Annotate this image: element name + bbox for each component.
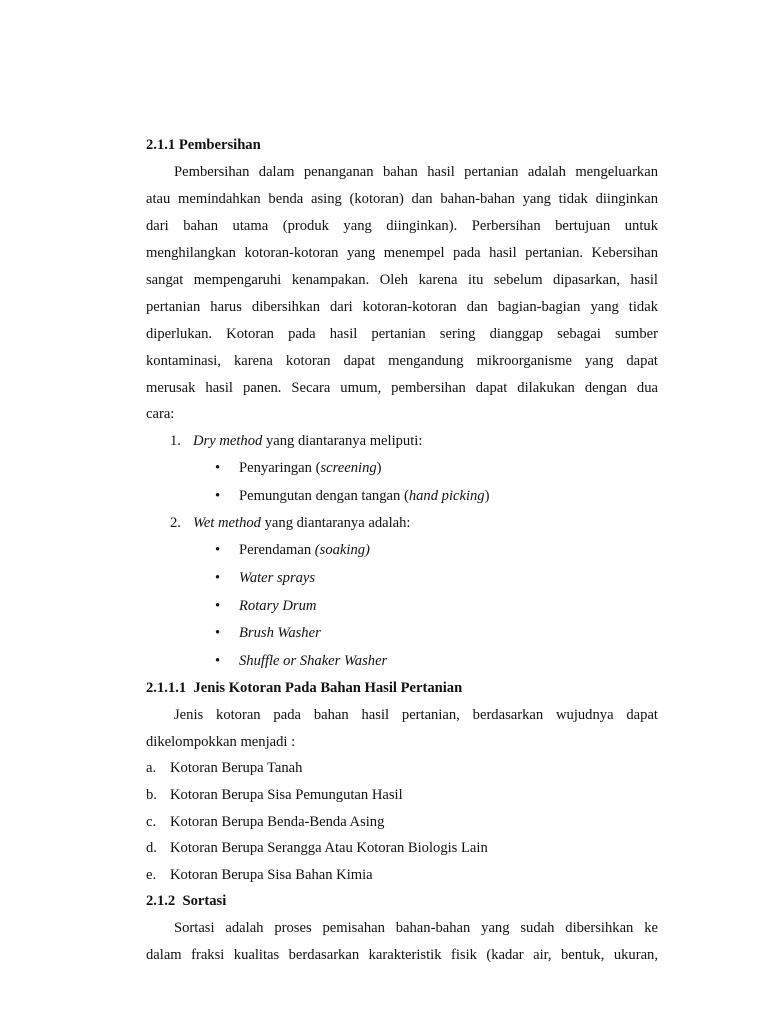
list-item: Kotoran Berupa Tanah: [170, 760, 303, 776]
method-item: [193, 514, 410, 532]
paragraph-line: kontaminasi, karena kotoran dapat mengandung mikroorganisme yang dapat: [146, 353, 658, 369]
bullet-item: Rotary Drum: [239, 598, 317, 614]
paragraph-line: dalam fraksi kualitas berdasarkan karakteristik fisik (kadar air, bentuk, ukuran,: [146, 947, 658, 963]
paragraph-line: atau memindahkan benda asing (kotoran) dan bahan-bahan yang tidak diinginkan: [146, 191, 658, 207]
bullet-item: Penyaringan (screening): [239, 460, 382, 476]
bullet-item: Perendaman (soaking): [239, 542, 370, 558]
method-name: Wet method: [193, 515, 261, 531]
paragraph-line: diperlukan. Kotoran pada hasil pertanian sering dianggap sebagai sumber: [146, 326, 658, 342]
paragraph-line: Pembersihan dalam penanganan bahan hasil pertanian adalah mengeluarkan: [174, 164, 658, 180]
paragraph-line: Sortasi adalah proses pemisahan bahan-bahan yang sudah dibersihkan ke: [174, 920, 658, 936]
bullet-icon: •: [215, 625, 221, 641]
list-item: Kotoran Berupa Benda-Benda Asing: [170, 814, 385, 830]
bullet-icon: •: [215, 653, 221, 669]
paragraph-line: Jenis kotoran pada bahan hasil pertanian, berdasarkan wujudnya dapat: [174, 707, 658, 723]
paragraph-line: menghilangkan kotoran-kotoran yang menempel pada hasil pertanian. Kebersihan: [146, 245, 658, 261]
method-name: Dry method: [193, 433, 263, 449]
paragraph-line: cara:: [146, 406, 175, 422]
heading-2-1-1-1: 2.1.1.1 Jenis Kotoran Pada Bahan Hasil Pertanian: [146, 680, 463, 696]
heading-2-1-1: 2.1.1 Pembersihan: [146, 137, 261, 153]
paragraph-line: merusak hasil panen. Secara umum, pembersihan dapat dilakukan dengan dua: [146, 380, 658, 396]
list-number: 2.: [170, 515, 181, 531]
bullet-icon: •: [215, 460, 221, 476]
method-item: [193, 432, 422, 450]
bullet-icon: •: [215, 488, 221, 504]
bullet-item: Brush Washer: [239, 625, 321, 641]
list-item: Kotoran Berupa Serangga Atau Kotoran Biologis Lain: [170, 840, 488, 856]
bullet-icon: •: [215, 542, 221, 558]
paragraph-line: dari bahan utama (produk yang diinginkan). Perbersihan bertujuan untuk: [146, 218, 658, 234]
bullet-item: Water sprays: [239, 570, 316, 586]
list-letter: a.: [146, 760, 157, 776]
list-item: Kotoran Berupa Sisa Pemungutan Hasil: [170, 787, 403, 803]
method-description: yang diantaranya adalah:: [260, 515, 411, 531]
paragraph-line: sangat mempengaruhi kenampakan. Oleh karena itu sebelum dipasarkan, hasil: [146, 272, 658, 288]
bullet-icon: •: [215, 570, 221, 586]
list-letter: e.: [146, 867, 157, 883]
list-letter: d.: [146, 840, 157, 856]
method-description: yang diantaranya meliputi:: [262, 433, 423, 449]
heading-2-1-2: 2.1.2 Sortasi: [146, 893, 227, 909]
bullet-icon: •: [215, 598, 221, 614]
list-letter: b.: [146, 787, 157, 803]
paragraph-line: pertanian harus dibersihkan dari kotoran-kotoran dan bagian-bagian yang tidak: [146, 299, 658, 315]
paragraph-line: dikelompokkan menjadi :: [146, 734, 296, 750]
list-letter: c.: [146, 814, 157, 830]
bullet-item: Pemungutan dengan tangan (hand picking): [239, 488, 490, 504]
list-number: 1.: [170, 433, 181, 449]
bullet-item: Shuffle or Shaker Washer: [239, 653, 388, 669]
list-item: Kotoran Berupa Sisa Bahan Kimia: [170, 867, 373, 883]
